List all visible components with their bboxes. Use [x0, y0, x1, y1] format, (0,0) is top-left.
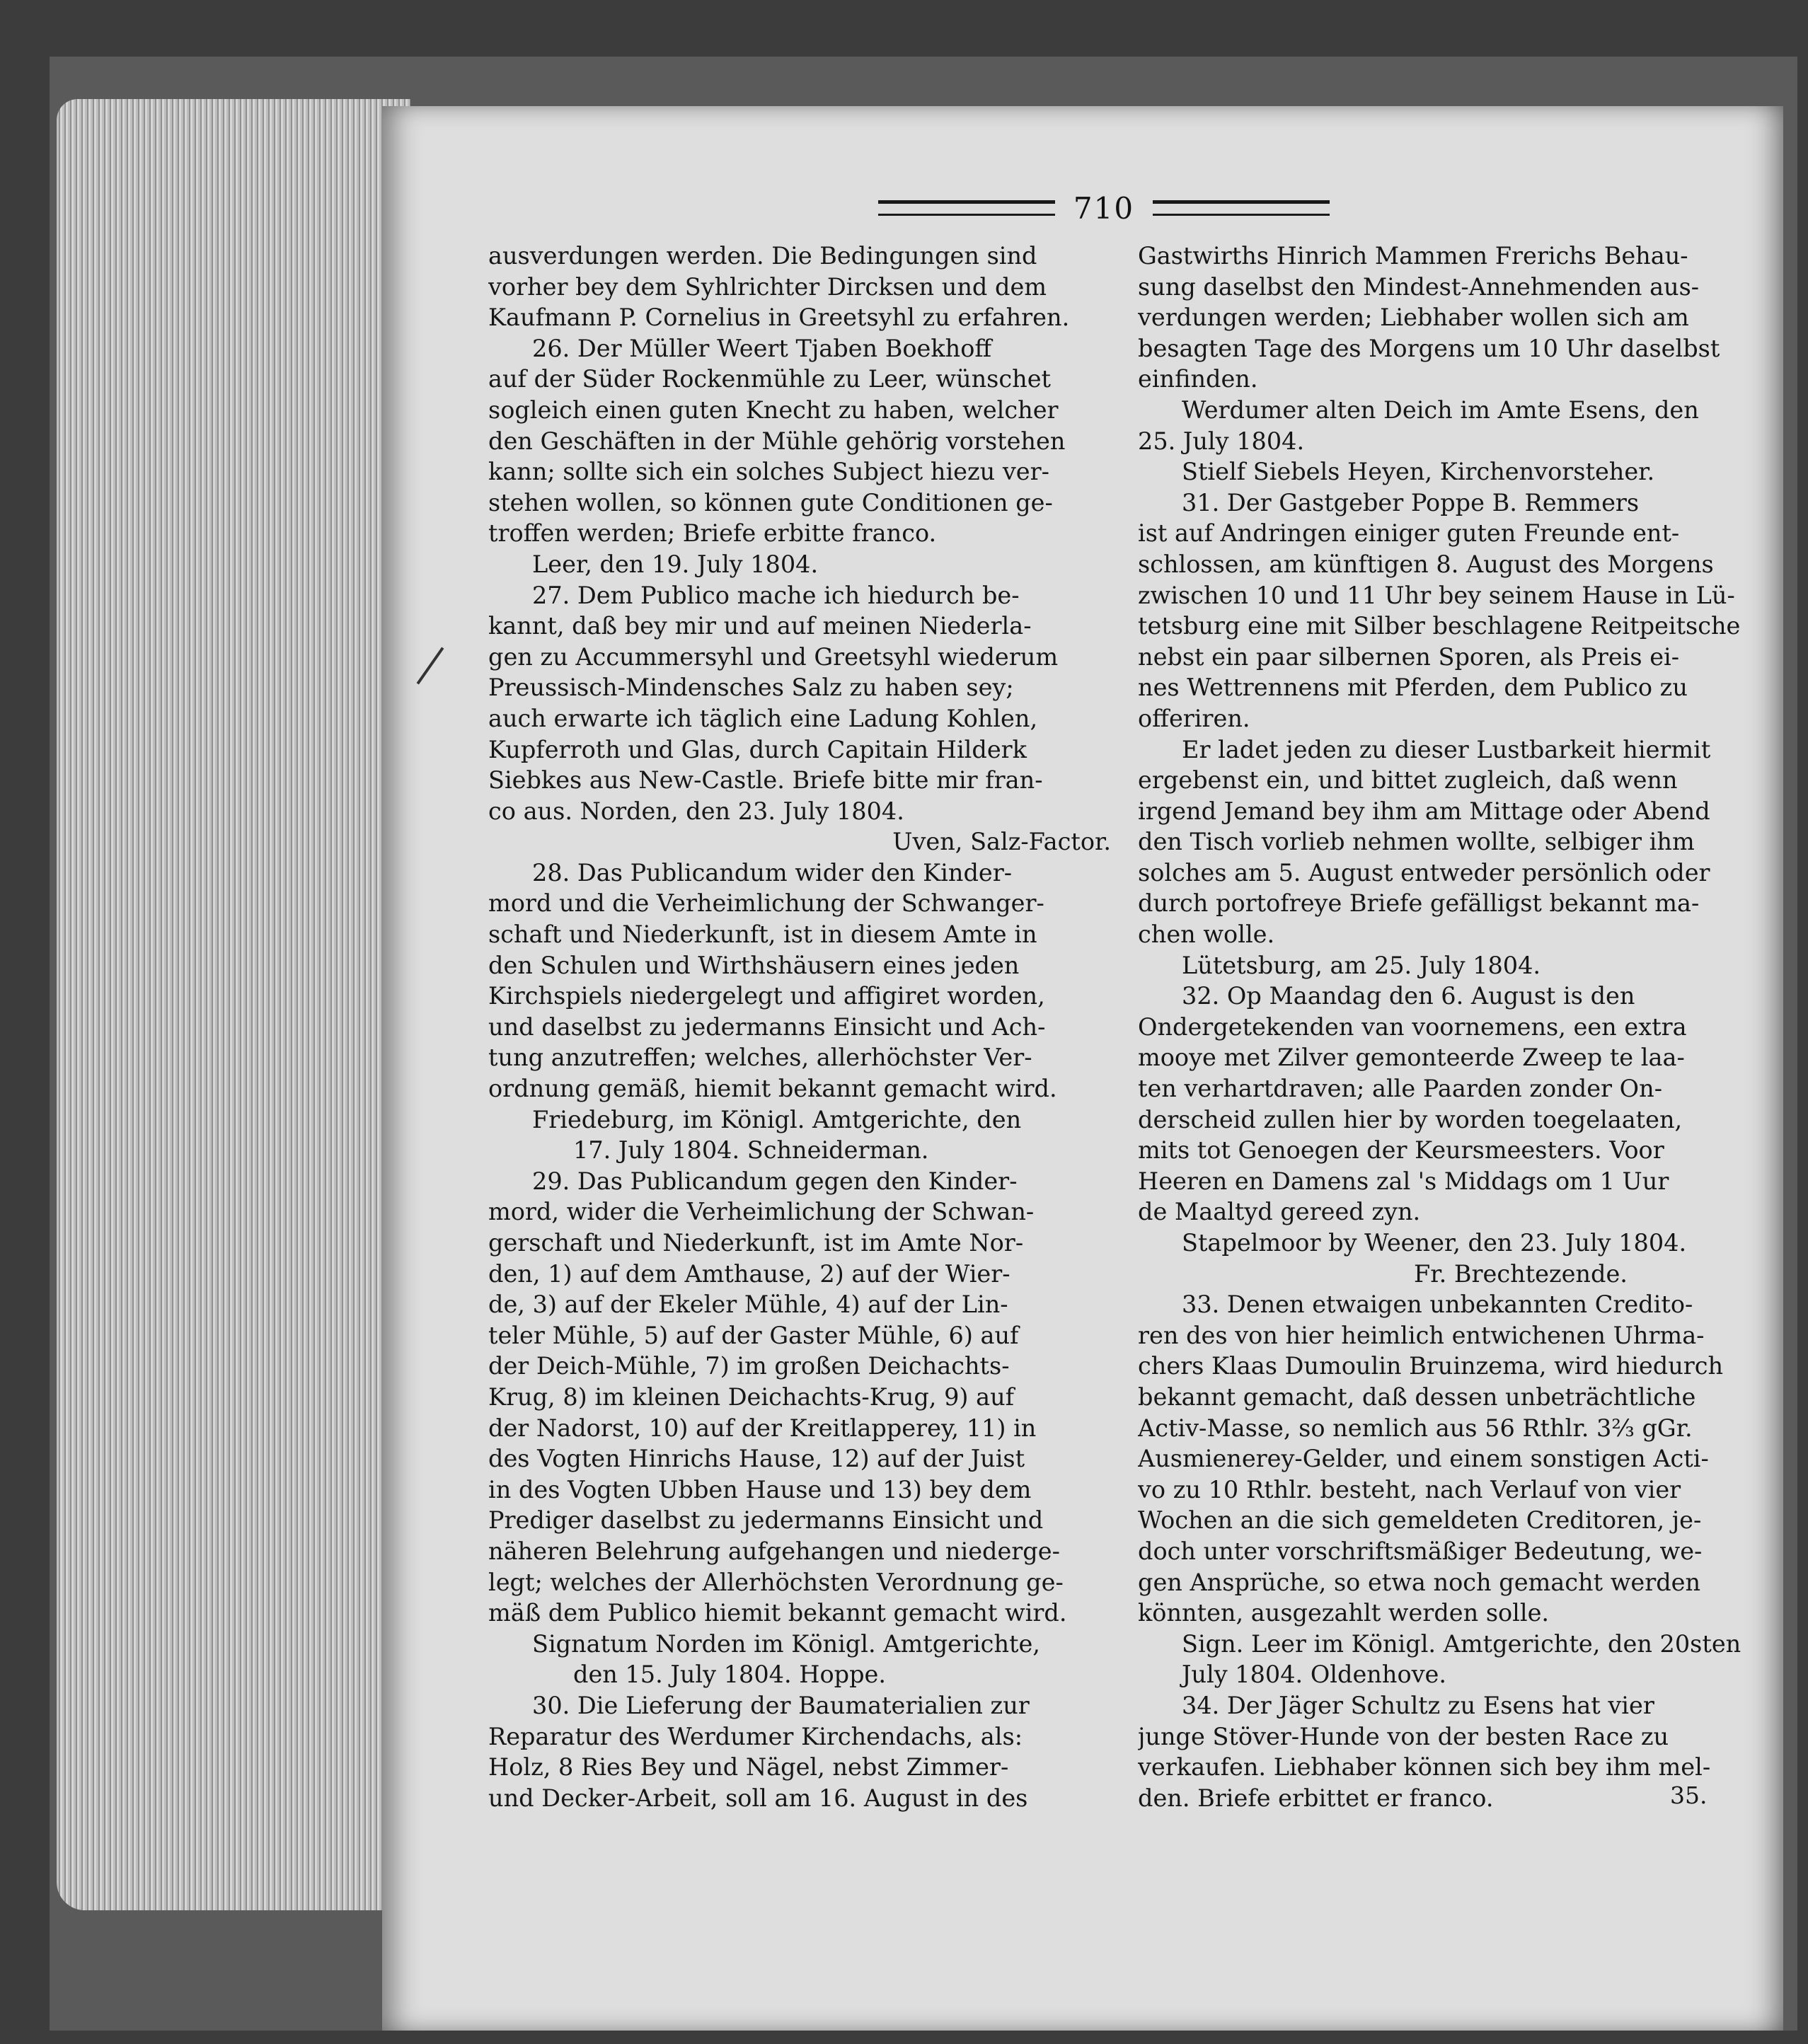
text-line: ordnung gemäß, hiemit bekannt gemacht wird.	[488, 1075, 1057, 1103]
header-rule-right	[1153, 200, 1330, 216]
text-line: Uven, Salz-Factor.	[892, 828, 1111, 856]
text-line: Friedeburg, im Königl. Amtgerichte, den	[532, 1105, 1022, 1133]
text-line: Kirchspiels niedergelegt und affigiret worden,	[488, 982, 1045, 1010]
text-line: Kaufmann P. Cornelius in Greetsyhl zu erfahren.	[488, 304, 1070, 332]
text-line: ren des von hier heimlich entwichenen Uhrma-	[1138, 1321, 1705, 1349]
text-line: den Schulen und Wirthshäusern eines jeden	[488, 951, 1020, 979]
text-line: mooye met Zilver gemonteerde Zweep te laa-	[1138, 1044, 1685, 1072]
text-line: Reparatur des Werdumer Kirchendachs, als:	[488, 1722, 1023, 1750]
text-line: nebst ein paar silbernen Sporen, als Preis ei-	[1138, 642, 1680, 671]
text-line: besagten Tage des Morgens um 10 Uhr daselbst	[1138, 334, 1720, 362]
text-line: zwischen 10 und 11 Uhr bey seinem Hause in Lü-	[1138, 581, 1735, 609]
text-line: Lütetsburg, am 25. July 1804.	[1182, 951, 1541, 979]
text-line: mits tot Genoegen der Keursmeesters. Voor	[1138, 1136, 1664, 1165]
text-line: ten verhartdraven; alle Paarden zonder On-	[1138, 1075, 1663, 1103]
text-line: nes Wettrennens mit Pferden, dem Publico zu	[1138, 674, 1688, 702]
text-line: 34. Der Jäger Schultz zu Esens hat vier	[1182, 1691, 1654, 1719]
text-line: chen wolle.	[1138, 920, 1275, 949]
text-line: Signatum Norden im Königl. Amtgerichte,	[532, 1629, 1040, 1658]
text-line: 33. Denen etwaigen unbekannten Credito-	[1182, 1291, 1693, 1319]
text-line: 26. Der Müller Weert Tjaben Boekhoff	[532, 334, 992, 362]
text-line: schlossen, am künftigen 8. August des Morgens	[1138, 550, 1714, 578]
page-header	[877, 192, 1330, 224]
text-line: de, 3) auf der Ekeler Mühle, 4) auf der Lin-	[488, 1291, 1008, 1319]
text-line: tung anzutreffen; welches, allerhöchster Ver-	[488, 1044, 1032, 1072]
page-edges	[57, 99, 410, 1910]
text-line: den. Briefe erbittet er franco.	[1138, 1784, 1494, 1812]
text-line: 29. Das Publicandum gegen den Kinder-	[532, 1167, 1018, 1195]
text-line: und Decker-Arbeit, soll am 16. August in des	[488, 1784, 1028, 1812]
text-line: teler Mühle, 5) auf der Gaster Mühle, 6) auf	[488, 1321, 1019, 1349]
text-line: de Maaltyd gereed zyn.	[1138, 1198, 1421, 1226]
page-number: 710	[1073, 190, 1135, 226]
text-line: Fr. Brechtezende.	[1414, 1259, 1628, 1288]
text-line: Krug, 8) im kleinen Deichachts-Krug, 9) auf	[488, 1382, 1015, 1411]
text-line: vorher bey dem Syhlrichter Dircksen und dem	[488, 272, 1047, 301]
text-line: näheren Belehrung aufgehangen und niederge-	[488, 1537, 1060, 1565]
text-line: doch unter vorschriftsmäßiger Bedeutung, we-	[1138, 1537, 1703, 1565]
text-line: auch erwarte ich täglich eine Ladung Kohlen,	[488, 704, 1038, 732]
text-line: chers Klaas Dumoulin Bruinzema, wird hiedurch	[1138, 1352, 1724, 1380]
text-line: vo zu 10 Rthlr. besteht, nach Verlauf von vier	[1138, 1475, 1681, 1503]
text-line: 30. Die Lieferung der Baumaterialien zur	[532, 1691, 1030, 1719]
text-line: gen zu Accummersyhl und Greetsyhl wiederum	[488, 642, 1059, 671]
text-line: Sign. Leer im Königl. Amtgerichte, den 20sten	[1182, 1629, 1741, 1658]
text-line: irgend Jemand bey ihm am Mittage oder Abend	[1138, 797, 1710, 825]
text-line: Siebkes aus New-Castle. Briefe bitte mir fran-	[488, 766, 1043, 795]
text-line: Ondergetekenden van voornemens, een extra	[1138, 1012, 1687, 1041]
text-line: Leer, den 19. July 1804.	[532, 550, 819, 578]
text-line: Stielf Siebels Heyen, Kirchenvorsteher.	[1182, 458, 1655, 486]
text-line: verkaufen. Liebhaber können sich bey ihm mel-	[1138, 1753, 1711, 1782]
text-line: kann; sollte sich ein solches Subject hiezu ver-	[488, 458, 1049, 486]
text-line: mord, wider die Verheimlichung der Schwan-	[488, 1198, 1035, 1226]
text-line: mäß dem Publico hiemit bekannt gemacht wird.	[488, 1599, 1067, 1627]
text-line: derscheid zullen hier by worden toegelaaten,	[1138, 1105, 1683, 1133]
text-line: legt; welches der Allerhöchsten Verordnung ge-	[488, 1568, 1064, 1596]
text-line: offeriren.	[1138, 704, 1250, 732]
text-line: sung daselbst den Mindest-Annehmenden aus-	[1138, 272, 1700, 301]
text-line: Heeren en Damens zal 's Middags om 1 Uur	[1138, 1167, 1669, 1195]
text-line: solches am 5. August entweder persönlich oder	[1138, 858, 1710, 887]
text-line: Activ-Masse, so nemlich aus 56 Rthlr. 3⅔ gGr.	[1138, 1414, 1693, 1442]
text-line: könnten, ausgezahlt werden solle.	[1138, 1599, 1550, 1627]
text-line: kannt, daß bey mir und auf meinen Niederla-	[488, 612, 1032, 640]
text-line: 27. Dem Publico mache ich hiedurch be-	[532, 581, 1020, 609]
text-line: gerschaft und Niederkunft, ist im Amte Nor-	[488, 1229, 1024, 1257]
text-line: durch portofreye Briefe gefälligst bekannt ma-	[1138, 889, 1700, 918]
text-line: einfinden.	[1138, 365, 1258, 393]
text-line: ergebenst ein, und bittet zugleich, daß wenn	[1138, 766, 1678, 795]
text-line: Werdumer alten Deich im Amte Esens, den	[1182, 395, 1699, 424]
text-line: auf der Süder Rockenmühle zu Leer, wünschet	[488, 365, 1051, 393]
text-line: den Geschäften in der Mühle gehörig vorstehen	[488, 427, 1066, 455]
text-line: schaft und Niederkunft, ist in diesem Amte in	[488, 920, 1037, 949]
text-line: verdungen werden; Liebhaber wollen sich am	[1138, 304, 1689, 332]
text-line: ausverdungen werden. Die Bedingungen sind	[488, 242, 1037, 270]
text-line: des Vogten Hinrichs Hause, 12) auf der Juist	[488, 1445, 1025, 1473]
text-line: der Deich-Mühle, 7) im großen Deichachts-	[488, 1352, 1010, 1380]
text-line: troffen werden; Briefe erbitte franco.	[488, 519, 937, 548]
text-line: co aus. Norden, den 23. July 1804.	[488, 797, 904, 825]
text-line: sogleich einen guten Knecht zu haben, welcher	[488, 395, 1059, 424]
text-line: Prediger daselbst zu jedermanns Einsicht und	[488, 1506, 1044, 1535]
header-rule-left	[878, 200, 1055, 216]
text-line: stehen wollen, so können gute Conditionen ge-	[488, 488, 1053, 516]
text-line: July 1804. Oldenhove.	[1182, 1661, 1447, 1689]
text-line: Holz, 8 Ries Bey und Nägel, nebst Zimmer-	[488, 1753, 1009, 1782]
left-column	[488, 241, 1111, 1813]
text-line: Er ladet jeden zu dieser Lustbarkeit hiermit	[1182, 735, 1711, 763]
text-line: 31. Der Gastgeber Poppe B. Remmers	[1182, 488, 1640, 516]
text-line: 32. Op Maandag den 6. August is den	[1182, 982, 1635, 1010]
text-line: den Tisch vorlieb nehmen wollte, selbiger ihm	[1138, 828, 1695, 856]
text-line: bekannt gemacht, daß dessen unbeträchtliche	[1138, 1382, 1696, 1411]
text-line: Wochen an die sich gemeldeten Creditoren, je-	[1138, 1506, 1702, 1535]
text-line: den 15. July 1804. Hoppe.	[573, 1661, 887, 1689]
text-line: mord und die Verheimlichung der Schwanger-	[488, 889, 1044, 918]
text-line: den, 1) auf dem Amthause, 2) auf der Wier-	[488, 1259, 1010, 1288]
text-line: Kupferroth und Glas, durch Capitain Hilderk	[488, 735, 1027, 763]
text-line: 28. Das Publicandum wider den Kinder-	[532, 858, 1013, 887]
text-line: und daselbst zu jedermanns Einsicht und Ach-	[488, 1012, 1046, 1041]
text-line: Stapelmoor by Weener, den 23. July 1804.	[1182, 1229, 1687, 1257]
text-line: Ausmienerey-Gelder, und einem sonstigen Acti-	[1138, 1445, 1709, 1473]
text-line: 25. July 1804.	[1138, 427, 1305, 455]
text-line: ist auf Andringen einiger guten Freunde ent-	[1138, 519, 1680, 548]
text-line: Gastwirths Hinrich Mammen Frerichs Behau-	[1138, 242, 1688, 270]
text-line: Preussisch-Mindensches Salz zu haben sey;	[488, 674, 1014, 702]
right-column	[1138, 241, 1741, 1813]
text-line: gen Ansprüche, so etwa noch gemacht werden	[1138, 1568, 1701, 1596]
text-line: in des Vogten Ubben Hause und 13) bey dem	[488, 1475, 1032, 1503]
catchword: 35.	[1670, 1782, 1708, 1809]
text-line: 17. July 1804. Schneiderman.	[573, 1136, 929, 1165]
text-line: junge Stöver-Hunde von der besten Race zu	[1138, 1722, 1669, 1750]
text-line: tetsburg eine mit Silber beschlagene Reitpeitsche	[1138, 612, 1741, 640]
text-line: der Nadorst, 10) auf der Kreitlapperey, 11) in	[488, 1414, 1037, 1442]
